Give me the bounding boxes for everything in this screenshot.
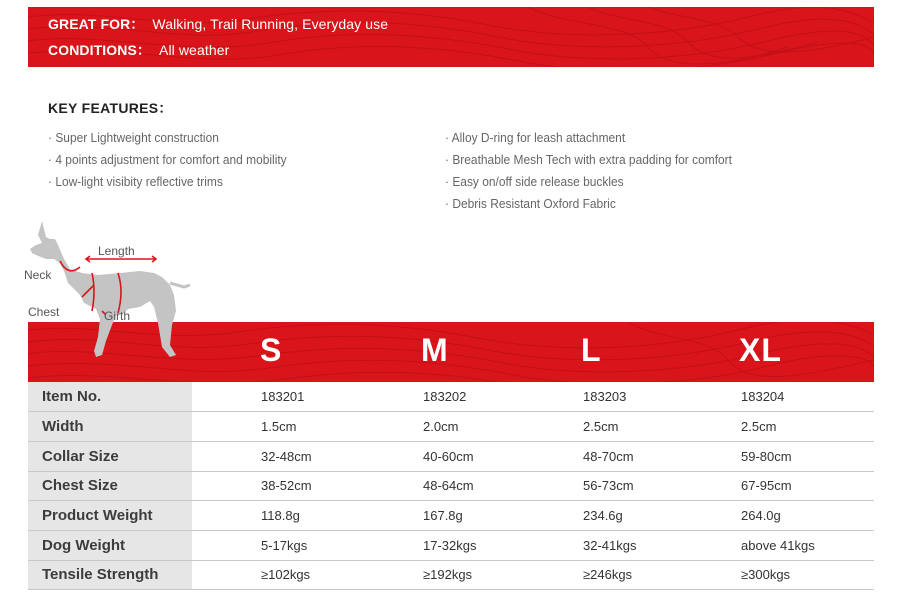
table-cell: 183204	[678, 382, 874, 412]
feature-item: · Low-light visibity reflective trims	[48, 171, 287, 193]
neck-label: Neck	[24, 268, 52, 282]
table-cell: 2.5cm	[678, 412, 874, 442]
dog-measurement-diagram	[20, 215, 195, 365]
dog-silhouette-icon	[20, 215, 195, 365]
table-cell: 5-17kgs	[192, 530, 358, 560]
great-for-line	[48, 14, 388, 34]
table-cell: 67-95cm	[678, 471, 874, 501]
table-cell: 48-64cm	[358, 471, 518, 501]
features-right-list	[445, 127, 757, 215]
row-label: Chest Size	[28, 471, 192, 501]
table-cell: 2.0cm	[358, 412, 518, 442]
table-cell: 264.0g	[678, 501, 874, 531]
feature-item: · Easy on/off side release buckles	[445, 171, 732, 193]
table-cell: 183202	[358, 382, 518, 412]
size-xl-label: XL	[739, 332, 782, 368]
row-label: Product Weight	[28, 501, 192, 531]
table-row	[28, 382, 874, 412]
table-cell: 2.5cm	[518, 412, 678, 442]
great-for-value: Walking, Trail Running, Everyday use	[152, 16, 389, 32]
spec-table	[28, 382, 874, 590]
table-cell: 40-60cm	[358, 441, 518, 471]
table-row	[28, 530, 874, 560]
table-cell: 32-48cm	[192, 441, 358, 471]
table-cell: 48-70cm	[518, 441, 678, 471]
size-l-label: L	[581, 332, 602, 368]
table-row	[28, 471, 874, 501]
table-cell: ≥192kgs	[358, 560, 518, 590]
row-label: Tensile Strength	[28, 560, 192, 590]
header-band	[28, 7, 874, 67]
table-cell: 183203	[518, 382, 678, 412]
table-cell: ≥300kgs	[678, 560, 874, 590]
size-s-label: S	[260, 332, 283, 368]
conditions-value: All weather	[159, 42, 230, 58]
feature-item: · Breathable Mesh Tech with extra padding for comfort	[445, 149, 732, 171]
row-label: Item No.	[28, 382, 192, 412]
conditions-line	[48, 40, 229, 60]
length-label: Length	[98, 244, 135, 258]
table-cell: 118.8g	[192, 501, 358, 531]
feature-item: · Alloy D-ring for leash attachment	[445, 127, 732, 149]
row-label: Dog Weight	[28, 530, 192, 560]
size-m-label: M	[421, 332, 449, 368]
key-features-title: KEY FEATURES：	[48, 100, 173, 116]
table-cell: 1.5cm	[192, 412, 358, 442]
feature-item: · Debris Resistant Oxford Fabric	[445, 193, 732, 215]
table-cell: ≥102kgs	[192, 560, 358, 590]
table-cell: 234.6g	[518, 501, 678, 531]
table-cell: 167.8g	[358, 501, 518, 531]
table-row	[28, 412, 874, 442]
table-row	[28, 441, 874, 471]
table-cell: 59-80cm	[678, 441, 874, 471]
table-row	[28, 501, 874, 531]
table-cell: 17-32kgs	[358, 530, 518, 560]
features-left-list	[48, 127, 307, 193]
table-cell: 38-52cm	[192, 471, 358, 501]
table-cell: 32-41kgs	[518, 530, 678, 560]
table-cell: 56-73cm	[518, 471, 678, 501]
row-label: Collar Size	[28, 441, 192, 471]
table-cell: ≥246kgs	[518, 560, 678, 590]
table-cell: 183201	[192, 382, 358, 412]
great-for-label: GREAT FOR：	[48, 16, 145, 32]
conditions-label: CONDITIONS：	[48, 42, 151, 58]
row-label: Width	[28, 412, 192, 442]
girth-label: Girth	[104, 309, 131, 323]
feature-item: · Super Lightweight construction	[48, 127, 287, 149]
table-row	[28, 560, 874, 590]
table-cell: above 41kgs	[678, 530, 874, 560]
chest-label: Chest	[28, 305, 60, 319]
feature-item: · 4 points adjustment for comfort and mobility	[48, 149, 287, 171]
